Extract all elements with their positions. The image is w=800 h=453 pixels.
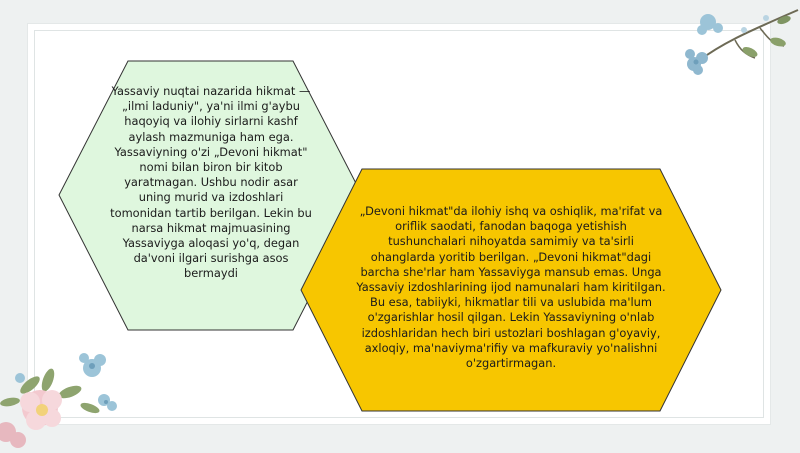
right-hexagon-text: „Devoni hikmat"da ilohiy ishq va oshiqlik, ma'rifat va oriflik saodati, fanodan baqoga yetishish tushunchalari nihoyatda samimiy va ta'sirli ohanglarda yoritib berilgan. „Devoni hikmat"dagi barcha she'rlar ham Yassaviyga mansub emas. Unga Yassaviy izdoshlarining ijod namunalari ham kiritilgan. Bu esa, tabiiyki, hikmatlar tili va uslubida ma'lum o'zgarishlar hosil qilgan. Lekin Yassaviyning o'nlab izdoshlaridan hech biri ustozlari boshlagan g'oyaviy, axloqiy, ma'naviyma'rifiy va mafkuraviy yo'nalishni o'zgartirmagan.: [356, 204, 666, 371]
right-hexagon-block: [300, 168, 722, 412]
flower-bouquet-decoration-bottom-left: [0, 340, 130, 449]
left-hexagon-text: Yassaviy nuqtai nazarida hikmat — „ilmi laduniy", ya'ni ilmi g'aybu haqoyiq va ilohiy sirlarni kashf aylash mazmuniga ham ega. Yassaviyning o'zi „Devoni hikmat" nomi bilan biron bir kitob yaratmagan. Ushbu nodir asar uning murid va izdoshlari tomonidan tartib berilgan. Lekin bu narsa hikmat majmuasining Yassaviyga aloqasi yo'q, degan da'voni ilgari surishga asos bermaydi: [110, 84, 312, 281]
flower-branch-icon: [680, 0, 800, 90]
flower-bouquet-icon: [0, 340, 130, 449]
flower-branch-decoration-top-right: [680, 0, 800, 90]
